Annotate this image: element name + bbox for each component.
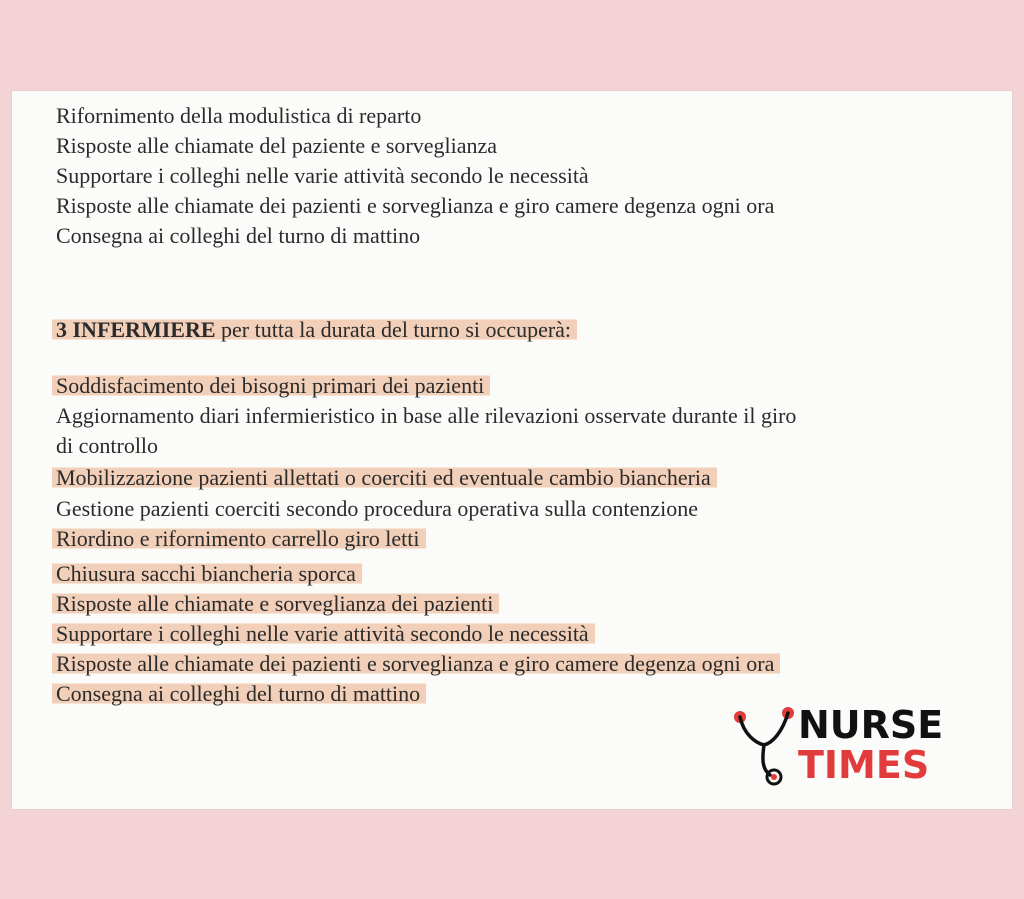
list-item: Aggiornamento diari infermieristico in base alle rilevazioni osservate durante il giro [56,403,797,428]
highlighted-text: Mobilizzazione pazienti allettati o coerciti ed eventuale cambio biancheria [52,465,717,490]
list-item [56,679,426,709]
nurse-times-logo [730,703,945,789]
section-heading [56,315,577,345]
highlighted-text: Chiusura sacchi biancheria sporca [52,561,362,586]
list-item: Risposte alle chiamate del paziente e sorveglianza [56,133,498,158]
highlighted-text: Consegna ai colleghi del turno di mattino [52,681,426,706]
list-item [56,559,362,589]
highlighted-text: Soddisfacimento dei bisogni primari dei pazienti [52,373,490,398]
highlighted-text: Risposte alle chiamate dei pazienti e sorveglianza e giro camere degenza ogni ora [52,651,780,676]
list-item [56,589,499,619]
highlighted-text: Risposte alle chiamate e sorveglianza dei pazienti [52,591,499,616]
list-item [56,649,780,679]
list-item [56,619,595,649]
highlighted-text: Riordino e rifornimento carrello giro letti [52,526,426,551]
list-item: di controllo [56,433,159,458]
list-item [56,524,426,554]
list-item [56,371,490,401]
section-heading-bold: 3 INFERMIERE [56,317,216,342]
list-item [56,463,717,493]
section-heading-rest: per tutta la durata del turno si occuperà: [215,317,572,342]
document-page [12,91,1012,809]
list-item: Rifornimento della modulistica di reparto [56,103,422,128]
highlighted-text: Supportare i colleghi nelle varie attività secondo le necessità [52,621,595,646]
list-item: Supportare i colleghi nelle varie attività secondo le necessità [56,163,589,188]
list-item: Risposte alle chiamate dei pazienti e sorveglianza e giro camere degenza ogni ora [56,193,775,218]
list-item: Gestione pazienti coerciti secondo procedura operativa sulla contenzione [56,496,699,521]
logo-word-times: TIMES [798,743,930,787]
list-item: Consegna ai colleghi del turno di mattino [56,223,421,248]
logo-word-nurse: NURSE [798,703,944,747]
